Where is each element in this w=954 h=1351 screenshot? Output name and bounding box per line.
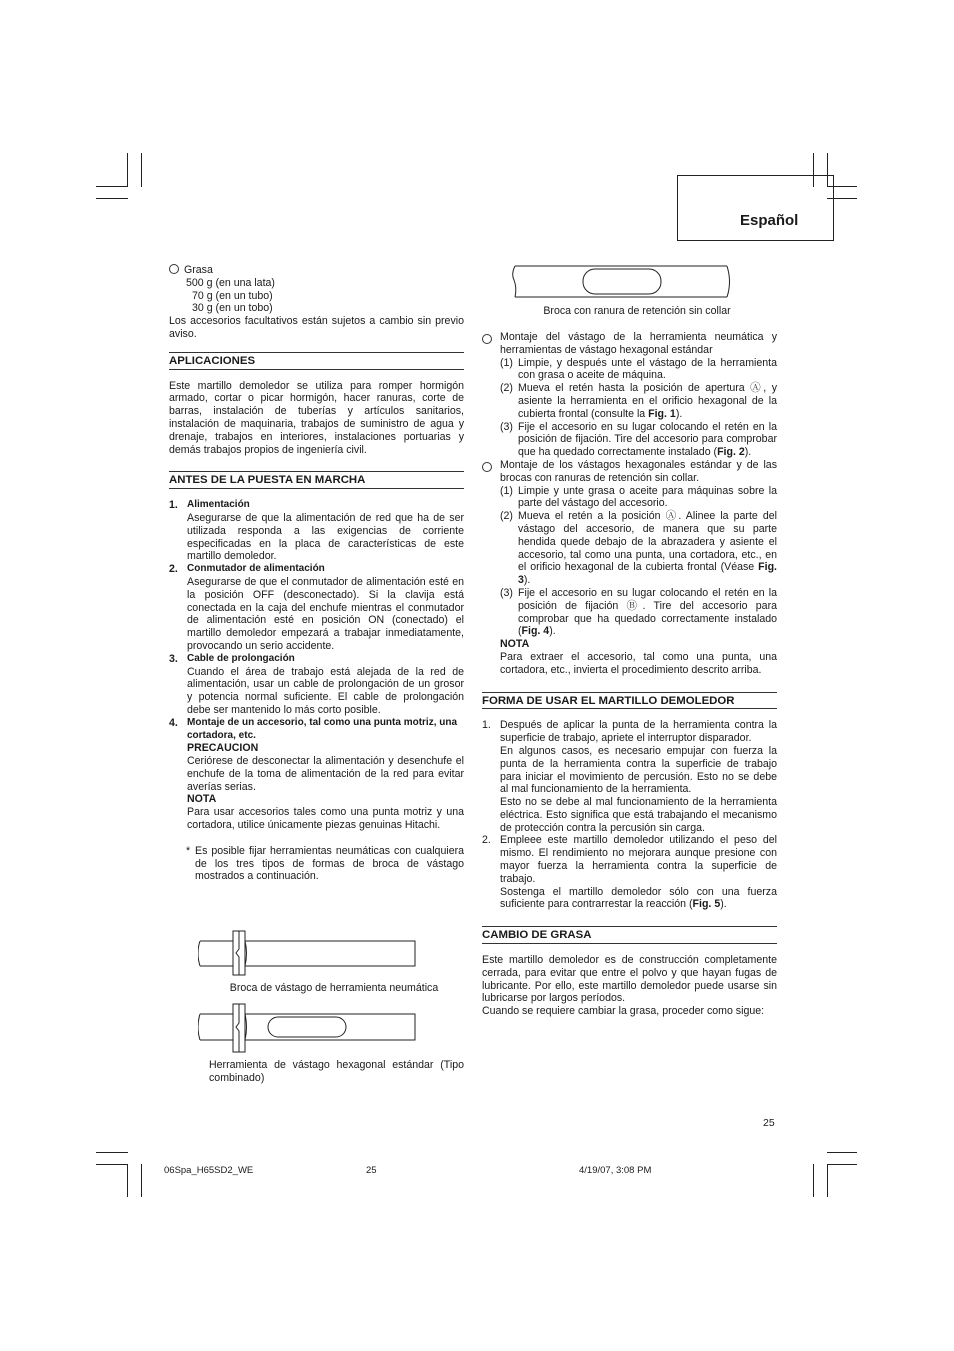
grasa-30: 30 g (en un tobo): [192, 302, 273, 315]
cambio-body: Este martillo demoledor es de construcción completamente cerrada, para evitar que entre el polvo y que hayan fugas de lubricante. Por ello, este martillo demoledor puede usarse sin lubricarse por largos períodos.: [482, 954, 777, 1005]
circle-bullet-icon: [169, 264, 179, 274]
crop-mark: [127, 1164, 128, 1197]
figure-hex-shank: [198, 1002, 418, 1054]
crop-mark: [141, 1164, 142, 1197]
figure-pneumatic-shank: [198, 930, 418, 976]
crop-mark: [96, 198, 128, 199]
crop-mark: [813, 1164, 814, 1197]
precaucion-label: PRECAUCION: [187, 742, 259, 755]
figure-caption: Broca con ranura de retención sin collar: [543, 305, 731, 317]
montaje-2: Montaje de los vástagos hexagonales estándar y de las brocas con ranuras de retención sin collar.: [482, 459, 777, 485]
aplicaciones-body: Este martillo demoledor se utiliza para romper hormigón armado, cortar o picar hormigón, hacer ranuras, corte de barras, instalación de tuberías y artículos sanitarios, instalación de maquinaria, trabajos de suministro de agua y drenaje, trabajos en interiores, instalaciones portuarias y demás trabajos propios de ingeniería civil.: [169, 379, 464, 456]
crop-mark: [827, 1152, 857, 1153]
forma-list: [482, 719, 777, 911]
circle-bullet-icon: [482, 334, 492, 344]
figure-caption: Broca de vástago de herramienta neumática: [229, 982, 439, 994]
list-item: 1. Alimentación Asegurarse de que la alimentación de red que ha de ser utilizada responda a las exigencias de corriente especificadas en la placa de características de este martillo demoledor.: [169, 499, 464, 563]
cambio-body-2: Cuando se requiere cambiar la grasa, proceder como sigue:: [482, 1005, 765, 1018]
language-tab: [677, 175, 834, 241]
step-item: (3) Fije el accesorio en su lugar colocando el retén en la posición de fijación Ⓑ. Tire del accesorio para comprobar que ha quedado correctamente instalado (Fig. 4).: [500, 586, 777, 638]
left-column: [169, 264, 464, 883]
grasa-70: 70 g (en un tubo): [192, 289, 273, 302]
grasa-item: Grasa: [169, 264, 464, 277]
circle-bullet-icon: [482, 462, 492, 472]
accessories-note: Los accesorios facultativos están sujetos a cambio sin previo aviso.: [169, 315, 464, 340]
step-item: (2) Mueva el retén hasta la posición de apertura Ⓐ, y asiente la herramienta en el orificio hexagonal de la cubierta frontal (consulte la Fig. 1).: [500, 382, 777, 420]
nota-body: Para extraer el accesorio, tal como una punta, una cortadora, etc., invierta el procedimiento descrito arriba.: [500, 650, 777, 676]
crop-mark: [127, 153, 128, 187]
language-label: Español: [740, 212, 799, 229]
footer-file: 06Spa_H65SD2_WE: [164, 1165, 254, 1176]
asterisk-note: * Es posible fijar herramientas neumáticas con cualquiera de los tres tipos de formas de broca de vástago mostrados a continuación.: [186, 844, 464, 883]
montaje-1: Montaje del vástago de la herramienta neumática y herramientas de vástago hexagonal estándar: [482, 331, 777, 357]
crop-mark: [141, 153, 142, 187]
section-heading-cambio: CAMBIO DE GRASA: [482, 926, 777, 944]
step-item: (3) Fije el accesorio en su lugar colocando el retén en la posición de fijación. Tire del accesorio para comprobar que ha quedado correctamente instalado (Fig. 2).: [500, 420, 777, 459]
footer-date: 4/19/07, 3:08 PM: [579, 1165, 652, 1176]
list-item: 2. Conmutador de alimentación Asegurarse de que el conmutador de alimentación esté en la posición OFF (desconectado). Si la clavija está conectada en la caja del enchufe mientras el conmutador de alimentación esté en posición ON (conectado) el martillo demoledor empezará a trabajar inmediatamente, provocando un serio accidente.: [169, 563, 464, 652]
list-item: 3. Cable de prolongación Cuando el área de trabajo está alejada de la red de alimentación, usar un cable de prolongación de un grosor y potencia normal suficiente. El cable de prolongación debe ser mantenido lo más corto posible.: [169, 652, 464, 716]
list-item: 1. Después de aplicar la punta de la herramienta contra la superficie de trabajo, apriete el interruptor disparador. En algunos casos, es necesario empujar con fuerza la punta de la herramienta contra la superficie de trabajo para iniciar el movimiento de percusión. Esto no se debe al mal funcionamiento de la herramienta. Esto no se debe al mal funcionamiento de la herramienta eléctrica. Esto significa que está trabajando el mecanismo de protección contra la percusión sin carga.: [482, 719, 777, 834]
grasa-500: 500 g (en una lata): [186, 276, 275, 289]
page-number: 25: [763, 1117, 775, 1129]
montaje-2-steps: [482, 485, 777, 677]
nota-label: NOTA: [500, 638, 530, 651]
section-heading-aplicaciones: APLICACIONES: [169, 352, 464, 370]
figure-groove-shank: [511, 264, 733, 300]
crop-mark: [96, 1164, 128, 1165]
montaje-1-steps: [482, 357, 777, 459]
list-item: 4. Montaje de un accesorio, tal como una punta motriz, una cortadora, etc. PRECAUCION Ceriórese de desconectar la alimentación y desenchufe el enchufe de la toma de alimentación de la red para evitar averías serias. NOTA Para usar accesorios tales como una punta motriz y una cortadora, utilice únicamente piezas genuinas Hitachi.: [169, 716, 464, 832]
numbered-list: [169, 499, 464, 832]
step-item: (1) Limpie y unte grasa o aceite para máquinas sobre la parte del vástago del accesorio.: [500, 484, 777, 510]
step-item: (1) Limpie, y después unte el vástago de la herramienta con grasa o aceite de máquina.: [500, 356, 777, 382]
nota-label: NOTA: [187, 793, 217, 806]
list-item: 2. Empleee este martillo demoledor utilizando el peso del mismo. El rendimiento no mejorara aunque presione con mayor fuerza la herramienta contra la superficie de trabajo. Sostenga el martillo demoledor sólo con una fuerza suficiente para contrarrestar la reacción (Fig. 5).: [482, 834, 777, 911]
step-item: (2) Mueva el retén a la posición Ⓐ. Alinee la parte del vástago del accesorio, de manera que su parte hendida quede debajo de la abrazadera y asiente el accesorio, tal como una punta, una cortadora, etc., en el orificio hexagonal de la cubierta frontal (Véase Fig. 3).: [500, 510, 777, 587]
footer-page: 25: [366, 1165, 377, 1176]
right-column: [482, 331, 777, 1018]
crop-mark: [827, 1164, 828, 1197]
crop-mark: [827, 1164, 857, 1165]
section-heading-forma: FORMA DE USAR EL MARTILLO DEMOLEDOR: [482, 692, 777, 710]
crop-mark: [96, 186, 128, 187]
section-heading-antes: ANTES DE LA PUESTA EN MARCHA: [169, 471, 464, 489]
figure-caption: Herramienta de vástago hexagonal estándar (Tipo combinado): [209, 1059, 464, 1084]
crop-mark: [96, 1152, 128, 1153]
